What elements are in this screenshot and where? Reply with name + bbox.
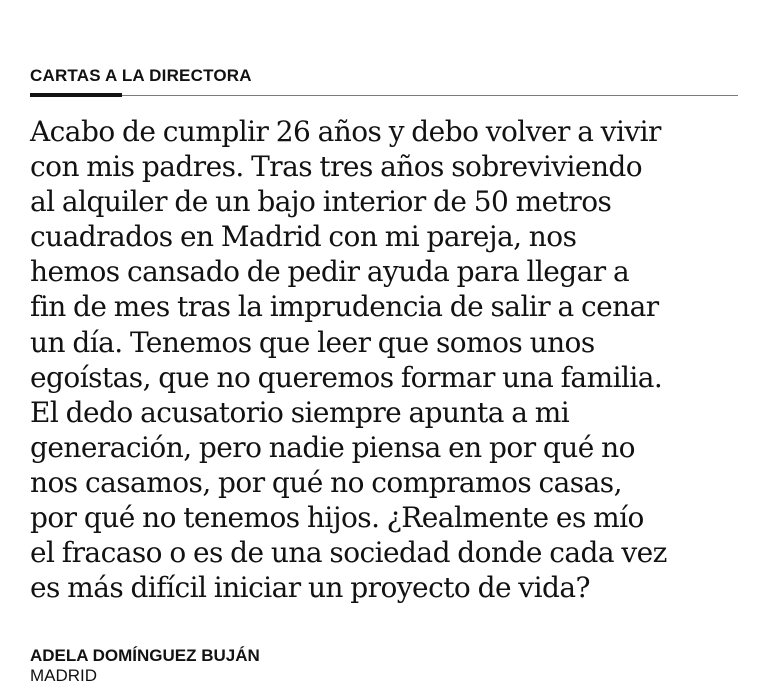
section-divider xyxy=(30,95,738,96)
letter-line: nos casamos, por qué no compramos casas, xyxy=(30,465,622,499)
letter-line: El dedo acusatorio siempre apunta a mi xyxy=(30,395,570,429)
letter-line: egoístas, que no queremos formar una familia. xyxy=(30,360,663,394)
letter-line: fin de mes tras la imprudencia de salir a cenar xyxy=(30,290,659,324)
letter-line: por qué no tenemos hijos. ¿Realmente es mío xyxy=(30,501,644,535)
letter-line: hemos cansado de pedir ayuda para llegar a xyxy=(30,255,630,289)
letter-line: Acabo de cumplir 26 años y debo volver a vivir xyxy=(30,115,661,148)
author-name: ADELA DOMÍNGUEZ BUJÁN xyxy=(30,646,260,665)
author-location: MADRID xyxy=(30,666,98,685)
letter-line: al alquiler de un bajo interior de 50 metros xyxy=(30,185,612,219)
section-title: CARTAS A LA DIRECTORA xyxy=(30,66,252,85)
letter-line: el fracaso o es de una sociedad donde cada vez xyxy=(30,536,667,570)
letter-line: con mis padres. Tras tres años sobreviviendo xyxy=(30,150,643,184)
section-accent-bar xyxy=(30,93,122,97)
letter-line: cuadrados en Madrid con mi pareja, nos xyxy=(30,220,577,254)
letter-body xyxy=(30,114,750,605)
letter-line: es más difícil iniciar un proyecto de vida? xyxy=(30,571,590,605)
letter-line: generación, pero nadie piensa en por qué no xyxy=(30,430,635,464)
letter-line: un día. Tenemos que leer que somos unos xyxy=(30,325,595,359)
